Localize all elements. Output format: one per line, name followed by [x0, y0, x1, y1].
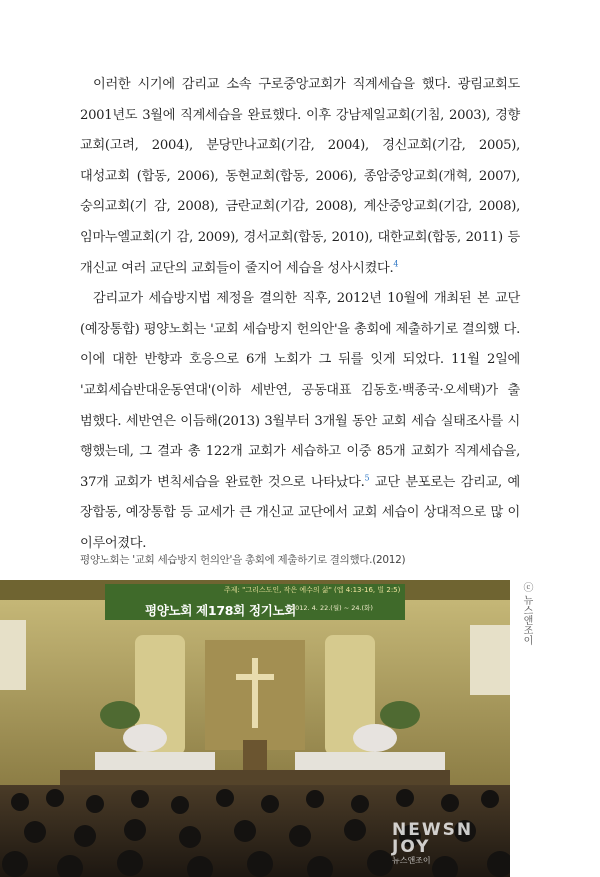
p1-line-1: 이러한 시기에 감리교 소속 구로중앙교회가 직계세습을 했다. 광림교회도: [93, 77, 520, 92]
paragraph-1: [80, 70, 520, 284]
right-screen: [470, 625, 510, 695]
p1-line-3: 교회(고려, 2004), 분당만나교회(기감, 2004), 경신교회(기감, 2005), 대성교회: [80, 138, 520, 184]
flowers-right: [353, 724, 397, 752]
p2-line-7: 37개 교회가 변칙세습을 완료한 것으로 나타났다.: [80, 474, 365, 490]
cross-horizontal: [236, 674, 274, 680]
p2-line-6: 행했는데, 그 결과 총 122개 교회가 세습하고 이중 85개 교회가 직계세습을,: [80, 444, 520, 460]
photo-caption: 평양노회는 '교회 세습방지 헌의안'을 총회에 제출하기로 결의했다.(2012): [80, 554, 406, 566]
p1-line-4: (합동, 2006), 동현교회(합동, 2006), 종암중앙교회(개혁, 2007), 숭의교회(기: [80, 168, 520, 215]
plant-right: [380, 701, 420, 729]
cross-vertical: [252, 658, 258, 728]
plant-left: [100, 701, 140, 729]
banner-date: 2012. 4. 22.(월) ~ 24.(화): [291, 604, 373, 612]
p2-line-4: '교회세습반대운동연대'(이하 세반연, 공동대표 김동호·백종국·오세택)가 출: [80, 382, 520, 398]
footnote-5[interactable]: 5: [364, 473, 370, 483]
banner-title: 평양노회 제178회 정기노회: [145, 603, 297, 618]
p2-line-1: 감리교가 세습방지법 제정을 결의한 직후, 2012년 10월에 개최된 본 교단: [93, 291, 520, 307]
flowers-left: [123, 724, 167, 752]
watermark-sub: 뉴스앤조이: [392, 856, 431, 865]
podium: [243, 740, 267, 774]
watermark-line-2: JOY: [392, 837, 431, 857]
p1-line-7: 교회들이 줄지어 세습을 성사시켰다.: [191, 260, 394, 276]
p2-tail-1: 교단 분포로는 감리교, 예: [369, 474, 520, 490]
p2-tail-3: 이 이루어졌다.: [80, 505, 520, 551]
p2-line-5: 범했다. 세반연은 이듬해(2013) 3월부터 3개월 동안 교회 세습 실태조사를 시: [80, 413, 520, 429]
paragraph-2: [80, 284, 520, 559]
p1-line-2: 2001년도 3월에 직계세습을 완료했다. 이후 강남제일교회(기침, 2003), 경향: [80, 107, 520, 123]
stage-table-left: [95, 752, 215, 772]
banner-theme-text: 주제: "그리스도인, 작은 예수의 삶" (엡 4:13-16, 빌 2:5): [224, 586, 401, 594]
footnote-4[interactable]: 4: [393, 259, 399, 269]
left-screen: [0, 620, 26, 690]
stage-table-right: [295, 752, 445, 772]
article-body: [80, 70, 520, 560]
newsnjoy-watermark: [392, 822, 473, 866]
p1-line-6: 감, 2009), 경서교회(합동, 2010), 대한교회(합동, 2011) 등 개신교 여러 교단의: [80, 229, 520, 276]
p1-line-5: 감, 2008), 금란교회(기감, 2008), 계산중앙교회(기감, 2008), 임마누엘교회(기: [80, 199, 520, 245]
p2-tail-2: 장합동, 예장통합 등 교세가 큰 개신교 교단에서 교회 세습이 상대적으로 많: [80, 505, 503, 521]
p2-line-2: (예장통합) 평양노회는 '교회 세습방지 헌의안'을 총회에 제출하기로 결의했: [80, 321, 500, 337]
photo-credit: ⓒ 뉴스앤조이: [521, 582, 532, 646]
watermark-line-1: NEWSN: [392, 820, 474, 840]
p2-line-3: 다. 이에 대한 반향과 호응으로 6개 노회가 그 뒤를 잇게 되었다. 11월 2일에: [80, 321, 520, 368]
